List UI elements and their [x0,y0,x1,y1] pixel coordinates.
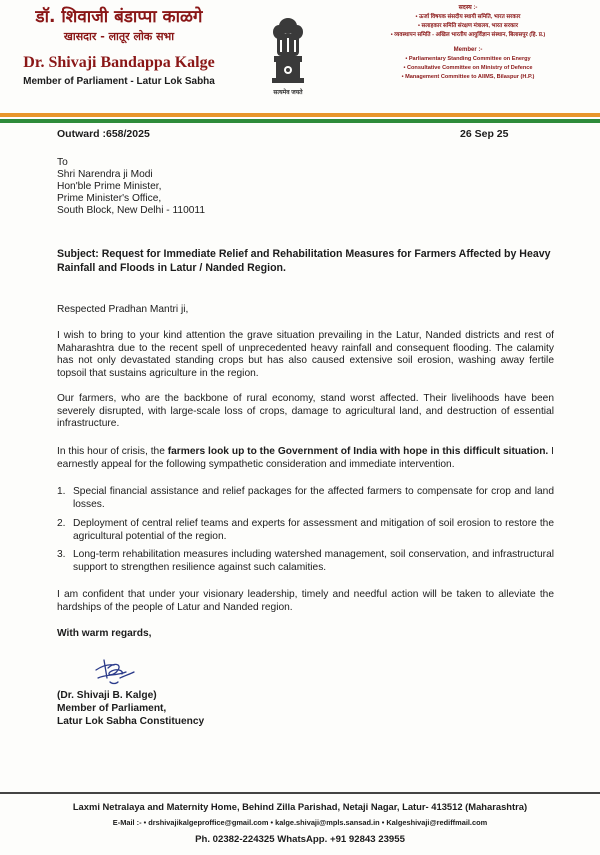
footer-divider [0,792,600,794]
paragraph-3-end: I earnestly appeal for the following sympathetic consideration and immediate intervention. [57,446,554,470]
paragraph-3 [57,446,554,471]
paragraph-3-emphasis: farmers look up to the Government of India with hope in this difficult situation. [167,446,549,457]
letterhead-left [14,6,224,89]
green-bar [0,119,600,123]
signatory-title: Member of Parliament, [57,703,167,714]
member-heading-hindi: सदस्य :- [458,5,478,11]
signature [92,656,138,690]
address-line: South Block, New Delhi - 110011 [57,205,205,216]
constituency-marathi: खासदार - लातूर लोक सभा [63,30,175,43]
paragraph-3-start: In this hour of crisis, the [57,446,168,457]
subject: Subject: Request for Immediate Relief and Rehabilitation Measures for Farmers Affected by Heavy Rainfall and Floods in Latur / Nanded Region. [57,248,551,274]
membership-hindi: • सलाहकार समिति संरक्षण मंत्रालय, भारत सरकार [417,23,519,29]
membership-hindi: • व्यवस्थापन समिति - अखिल भारतीय आयुर्विज्ञान संस्थान, बिलासपुर (हि. प्र.) [390,32,546,38]
address-line: Hon'ble Prime Minister, [57,181,162,192]
address-line: Shri Narendra ji Modi [57,169,153,180]
name-marathi: डॉ. शिवाजी बंडाप्पा काळगे [35,7,203,27]
designation-english: Member of Parliament - Latur Lok Sabha [23,76,215,87]
letterhead-right [350,4,586,82]
signatory-name: (Dr. Shivaji B. Kalge) [57,690,157,701]
footer-email: E-Mail :- • drshivajikalgeproffice@gmail.com • kalge.shivaji@mpls.sansad.in • Kalgeshivaji@rediffmail.com [112,818,488,827]
list-text: Long-term rehabilitation measures including watershed management, soil conservation, and infrastructural support to strengthen resilience against such calamities. [73,549,554,573]
signatory-constituency: Latur Lok Sabha Constituency [57,716,205,727]
letter-date: 26 Sep 25 [460,128,509,140]
address-line: Prime Minister's Office, [57,193,162,204]
list-number: 3. [57,549,66,560]
paragraph-1: I wish to bring to your kind attention the grave situation prevailing in the Latur, Nanded districts and rest of Maharashtra due to the recent spell of unprecedented heavy rainfall and consequent flooding. The calamity has not only devastated standing crops but has also caused extensive soil erosion, washing away fertile topsoil that sustains agriculture in the region. [57,330,554,379]
list-number: 1. [57,486,66,497]
membership-hindi: • ऊर्जा विषयक संसदीय स्थायी समिति, भारत सरकार [415,14,521,20]
footer-address: Laxmi Netralaya and Maternity Home, Behind Zilla Parishad, Netaji Nagar, Latur- 413512 (Maharashtra) [72,801,528,812]
salutation: Respected Pradhan Mantri ji, [57,304,189,315]
closing: With warm regards, [57,628,152,639]
paragraph-2: Our farmers, who are the backbone of rural economy, stand worst affected. Their livelihoods have been severely disrupted, with large-scale loss of crops, damage to agricultural land, and destruction of essential infrastructure. [57,393,554,430]
outward-number: Outward :658/2025 [57,128,150,140]
list-text: Deployment of central relief teams and experts for assessment and mitigation of soil erosion to restore the agricultural potential of the region. [73,518,554,542]
emblem-motto: सत्यमेव जयते [273,90,303,96]
to-label: To [57,157,68,168]
name-english: Dr. Shivaji Bandappa Kalge [23,54,215,71]
paragraph-4: I am confident that under your visionary leadership, timely and needful action will be taken to alleviate the hardships of the people of Latur and Nanded region. [57,589,554,613]
member-heading-english: Member :- [453,47,483,53]
national-emblem-icon [268,16,308,92]
membership-english: • Consultative Committee on Ministry of Defence [403,65,533,71]
footer-phone: Ph. 02382-224325 WhatsApp. +91 92843 23955 [195,834,405,845]
list-text: Special financial assistance and relief packages for the affected farmers to compensate for crop and land losses. [73,486,554,510]
membership-english: • Management Committee to AIIMS, Bilaspur (H.P.) [401,74,535,80]
list-number: 2. [57,518,66,529]
membership-english: • Parliamentary Standing Committee on Energy [405,56,531,62]
